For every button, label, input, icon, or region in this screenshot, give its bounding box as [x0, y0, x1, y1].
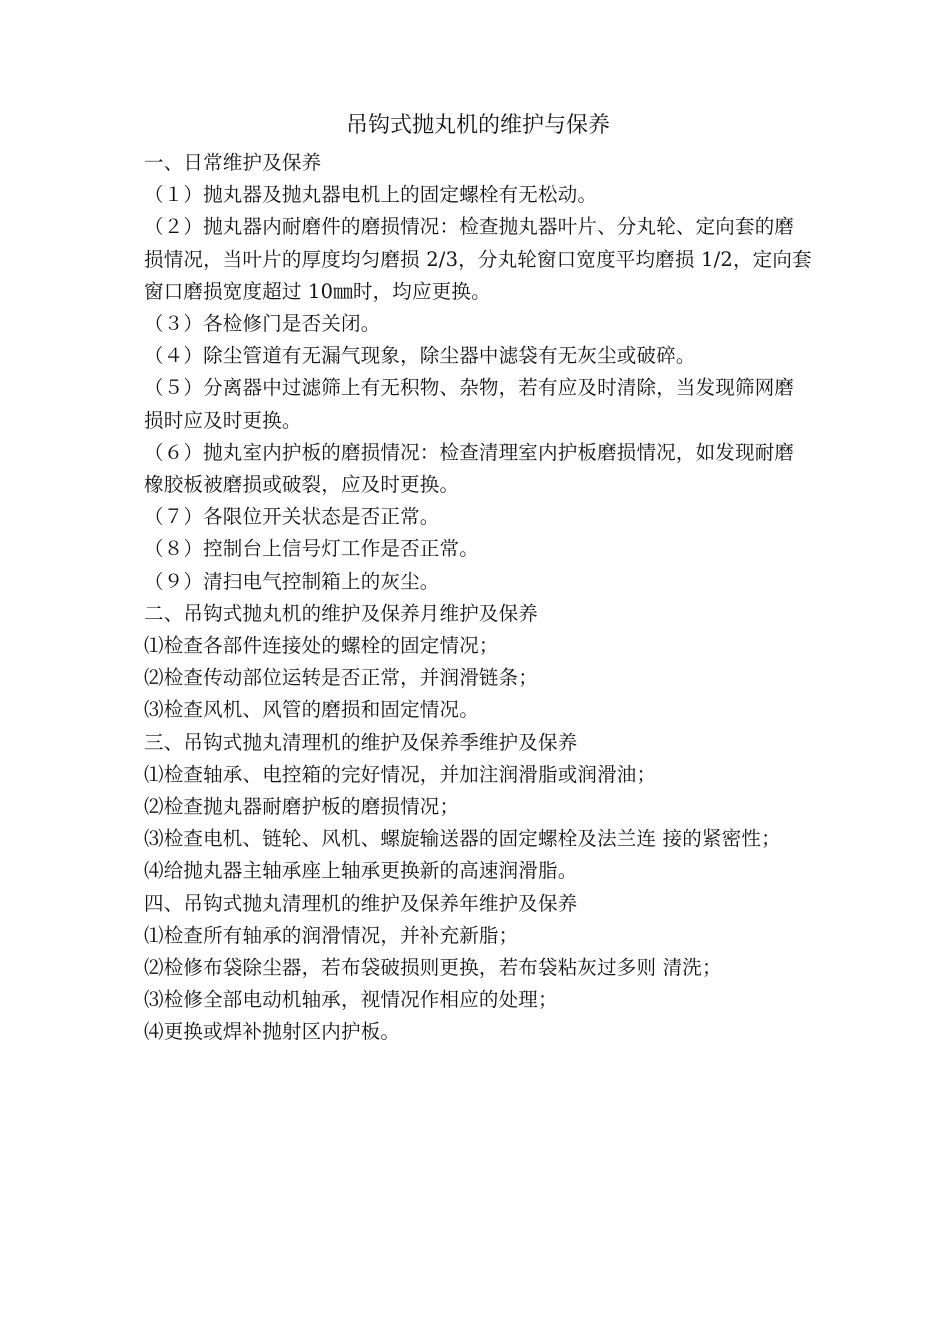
list-item: ⑷给抛丸器主轴承座上轴承更换新的高速润滑脂。	[144, 859, 578, 883]
list-item: （６）抛丸室内护板的磨损情况：检查清理室内护板磨损情况，如发现耐磨橡胶板被磨损或破裂，应及时更换。	[144, 440, 795, 497]
section-heading: 二、吊钩式抛丸机的维护及保养月维护及保养	[144, 601, 539, 625]
section-yearly	[144, 888, 812, 1049]
list-item: ⑵检查抛丸器耐磨护板的磨损情况；	[144, 795, 460, 819]
list-item: ⑵检修布袋除尘器，若布袋破损则更换，若布袋粘灰过多则 清洗；	[144, 956, 722, 980]
section-quarterly	[144, 727, 812, 888]
list-item: ⑶检查电机、链轮、风机、螺旋输送器的固定螺栓及法兰连 接的紧密性；	[144, 827, 781, 851]
section-heading: 三、吊钩式抛丸清理机的维护及保养季维护及保养	[144, 730, 578, 754]
list-item: （３）各检修门是否关闭。	[144, 312, 381, 336]
list-item: （７）各限位开关状态是否正常。	[144, 505, 440, 529]
list-item: ⑴检查轴承、电控箱的完好情况，并加注润滑脂或润滑油；	[144, 762, 657, 786]
section-heading: 一、日常维护及保养	[144, 151, 322, 174]
list-item: （２）抛丸器内耐磨件的磨损情况：检查抛丸器叶片、分丸轮、定向套的磨损情况，当叶片的厚度均匀磨损 2/3，分丸轮窗口宽度平均磨损 1/2，定向套窗口磨损宽度超过 10㎜时，均应更换。	[144, 215, 812, 303]
list-item: ⑶检修全部电动机轴承，视情况作相应的处理；	[144, 988, 558, 1012]
list-item: ⑶检查风机、风管的磨损和固定情况。	[144, 698, 479, 722]
list-item: ⑷更换或焊补抛射区内护板。	[144, 1020, 401, 1044]
list-item: （５）分离器中过滤筛上有无积物、杂物，若有应及时清除，当发现筛网磨损时应及时更换。	[144, 376, 795, 432]
list-item: （１）抛丸器及抛丸器电机上的固定螺栓有无松动。	[144, 183, 598, 207]
list-item: ⑵检查传动部位运转是否正常，并润滑链条；	[144, 666, 539, 690]
section-monthly	[144, 598, 812, 727]
list-item: ⑴检查各部件连接处的螺栓的固定情况；	[144, 634, 499, 658]
section-daily	[144, 147, 812, 598]
document-title: 吊钩式抛丸机的维护与保养	[345, 113, 610, 138]
section-heading: 四、吊钩式抛丸清理机的维护及保养年维护及保养	[144, 891, 578, 915]
list-item: （４）除尘管道有无漏气现象，除尘器中滤袋有无灰尘或破碎。	[144, 344, 696, 368]
list-item: （８）控制台上信号灯工作是否正常。	[144, 537, 479, 561]
list-item: （９）清扫电气控制箱上的灰尘。	[144, 569, 440, 593]
document-body	[144, 105, 812, 1049]
list-item: ⑴检查所有轴承的润滑情况，并补充新脂；	[144, 923, 519, 947]
